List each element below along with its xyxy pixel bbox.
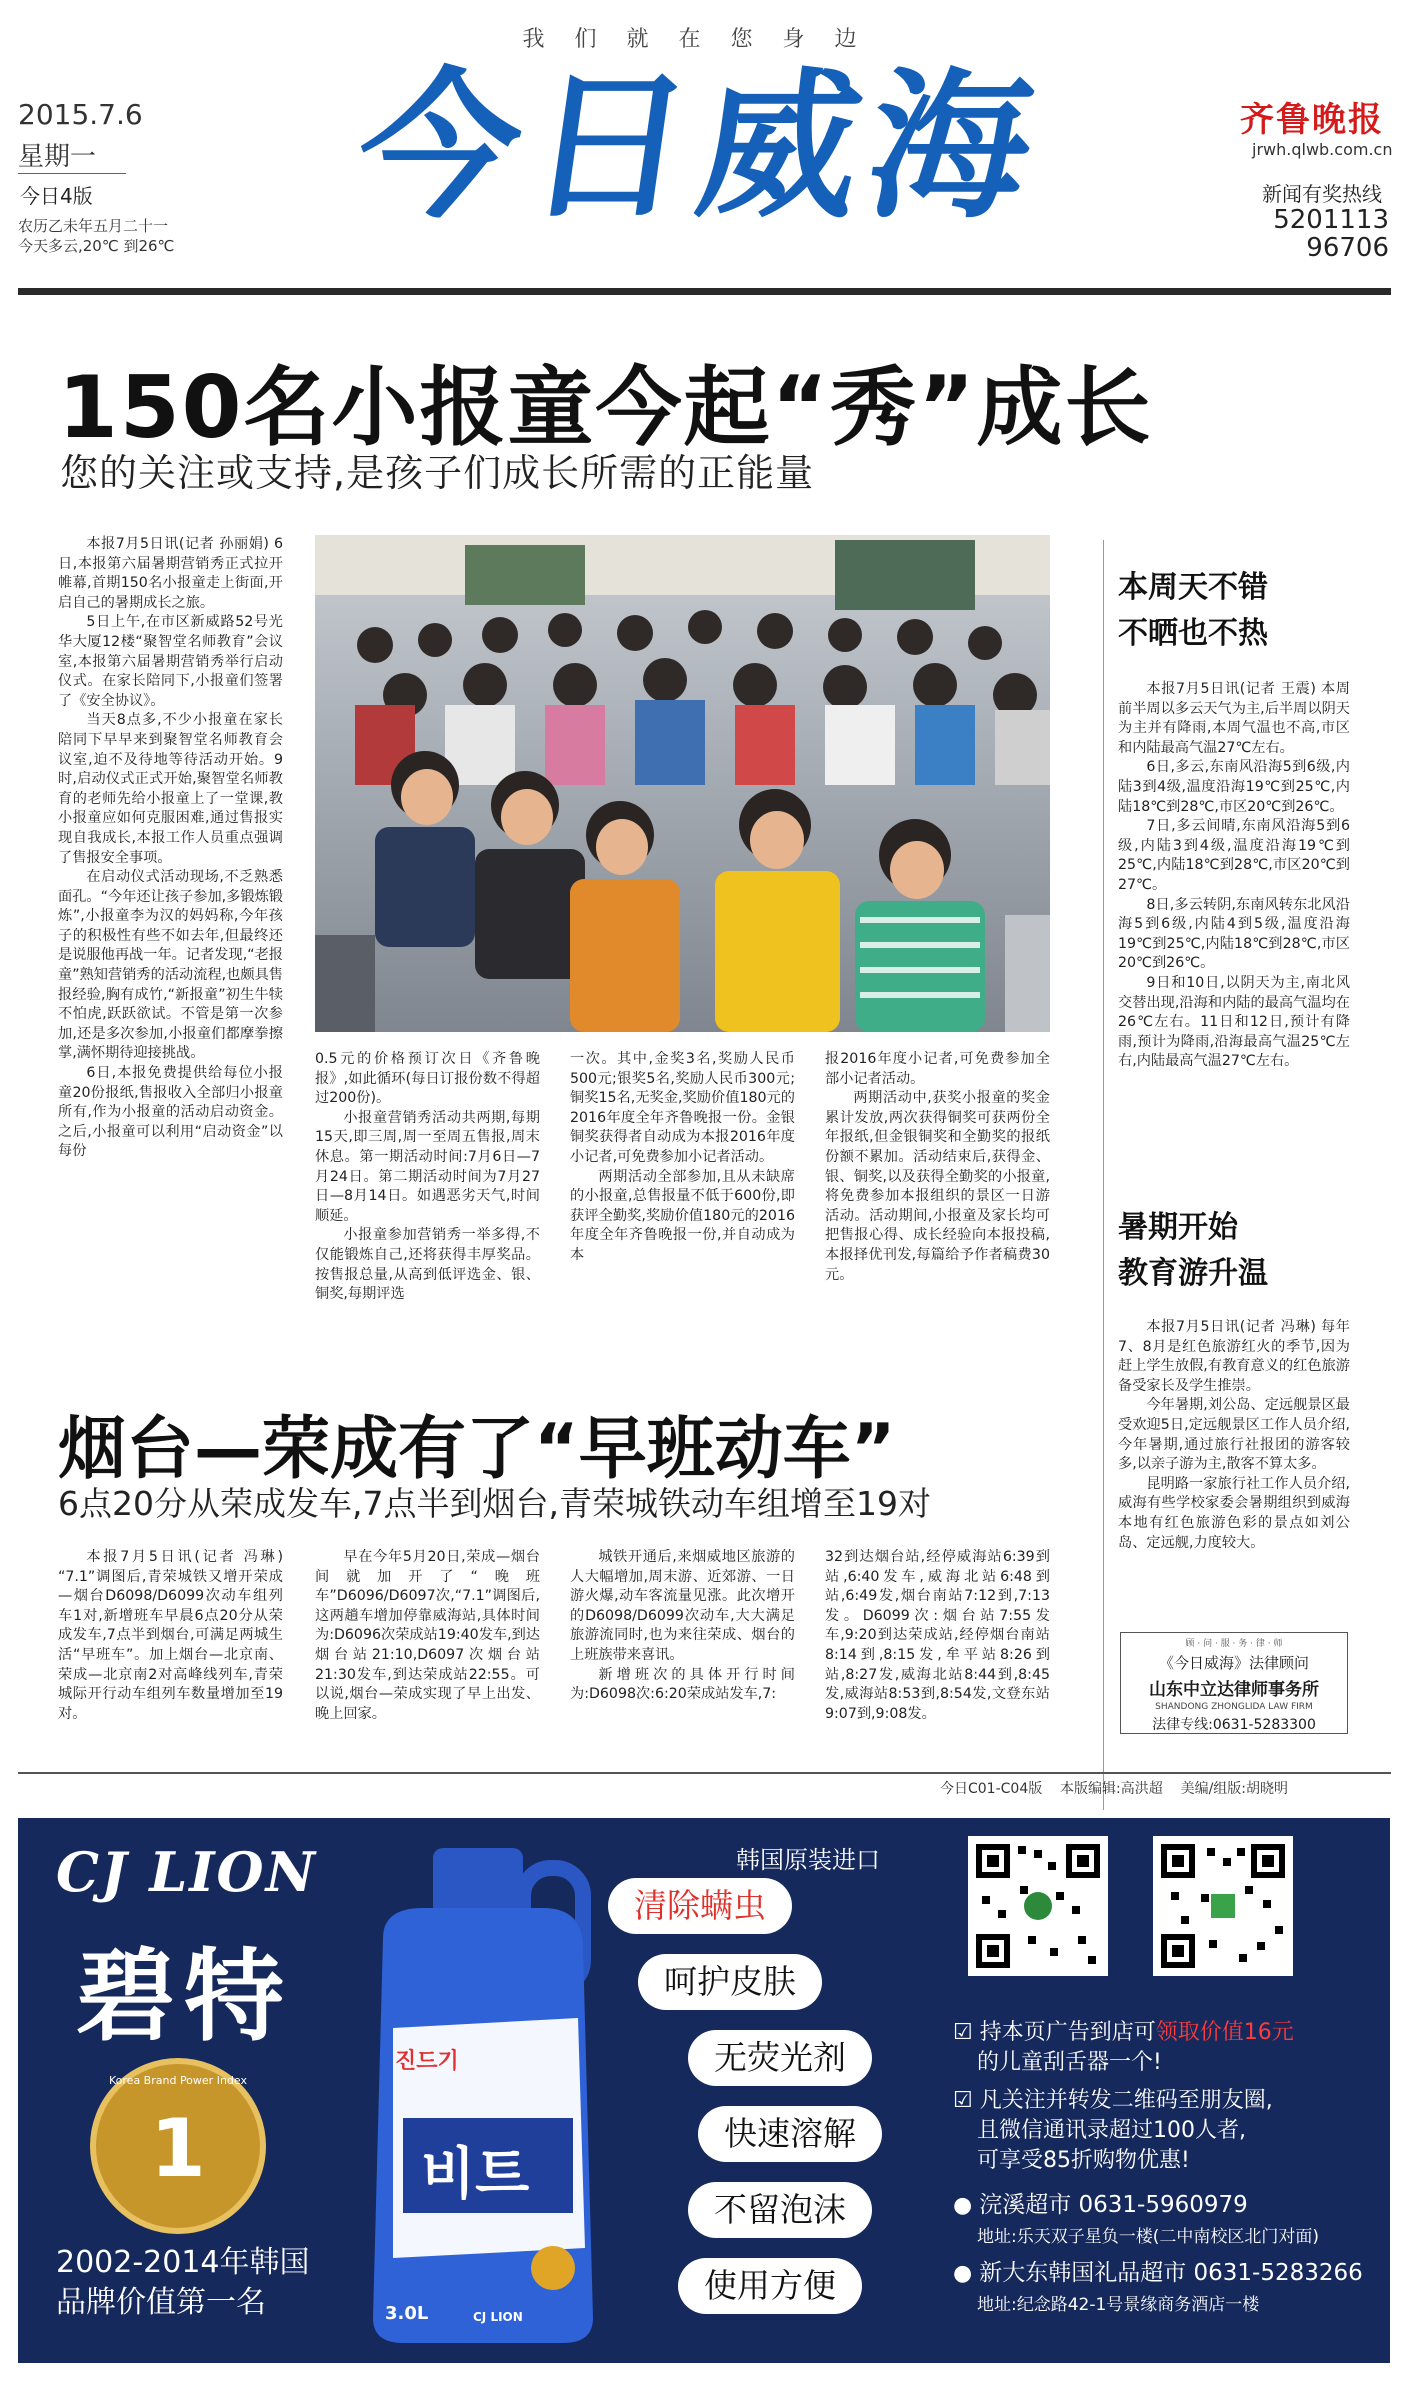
- detergent-bottle: [363, 1848, 603, 2348]
- newspaper-logo: 今日威海: [346, 53, 1054, 240]
- store-address: 地址:纪念路42-1号景缘商务酒店一楼: [977, 2295, 1260, 2315]
- law-firm-box: [1120, 1632, 1348, 1734]
- import-label: 韩国原装进口: [736, 1846, 880, 1874]
- check-icon: ☑: [953, 2088, 980, 2113]
- edition-count: 今日4版: [20, 184, 93, 208]
- ad-award-text: [56, 2243, 310, 2323]
- weather-headline: [1118, 565, 1268, 657]
- promo-text: 持本页广告到店可: [979, 2020, 1156, 2045]
- feature-pill: 无荧光剂: [688, 2030, 872, 2086]
- paragraph: 7日,多云间晴,东南风沿海5到6级,内陆3到4级,温度沿海19℃到25℃,内陆18℃到28℃,市区20℃到27℃。: [1118, 818, 1350, 893]
- paragraph: 一次。其中,金奖3名,奖励人民币500元;银奖5名,奖励人民币300元;铜奖15名,无奖金,奖励价值180元的2016年度全年齐鲁晚报一份。金银铜奖获得者自动成为本报2016年度小记者,可免费参加小记者活动。: [570, 1051, 795, 1165]
- law-firm-name: 山东中立达律师事务所: [1149, 1680, 1319, 1700]
- feature-pill: 清除螨虫: [608, 1878, 792, 1934]
- issue-weekday: 星期一: [18, 136, 126, 174]
- story2-column-3: [570, 1548, 795, 1705]
- brand-url[interactable]: jrwh.qlwb.com.cn: [1252, 140, 1393, 159]
- award-line: 品牌价值第一名: [56, 2285, 266, 2320]
- badge-title: Korea Brand Power Index: [109, 2074, 247, 2087]
- paragraph: 本报7月5日讯(记者 冯琳) “7.1”调图后,青荣城铁又增开荣成—烟台D6098/D6099次动车组列车1对,新增班车早晨6点20分从荣成发车,7点半到烟台,可满足两城生活“早班车”。加上烟台—北京南、荣成—北京南2对高峰线列车,青荣城际开行动车组列车数量增加至19对。: [58, 1549, 283, 1722]
- bullet-icon: ●: [953, 2261, 980, 2286]
- feature-pill: 不留泡沫: [688, 2182, 872, 2238]
- today-weather: 今天多云,20℃ 到26℃: [18, 237, 175, 255]
- paragraph: 早在今年5月20日,荣成—烟台间就加开了“晚班车”D6096/D6097次,“7.1”调图后,这两趟车增加停靠威海站,具体时间为:D6096次荣成站19:40发车,到达烟台站21:10,D6097次烟台站21:30发车,到达荣成站22:55。可以说,烟台—荣成实现了早上出发、晚上回家。: [315, 1549, 540, 1722]
- badge-number: 1: [150, 2102, 206, 2195]
- bottle-brand: CJ LION: [473, 2310, 523, 2324]
- paragraph: 6日,多云,东南风沿海5到6级,内陆3到4级,温度沿海19℃到25℃,内陆18℃到28℃,市区20℃到26℃。: [1118, 759, 1350, 815]
- paragraph: 今年暑期,刘公岛、定远舰景区最受欢迎5日,定远舰景区工作人员介绍,今年暑期,通过旅行社报团的游客较多,以亲子游为主,散客不算太多。: [1118, 1397, 1350, 1473]
- law-hotline: 法律专线:0631-5283300: [1152, 1717, 1316, 1733]
- hotline-label: 新闻有奖热线: [1262, 182, 1382, 206]
- lead-headline: 150名小报童今起“秀”成长: [58, 358, 1153, 458]
- paragraph: 新增班次的具体开行时间为:D6098次:6:20荣成站发车,7:: [570, 1666, 795, 1703]
- paragraph: 32到达烟台站,经停威海站6:39到站,6:40发车,威海北站6:48到站,6:49发,烟台南站7:12到,7:13发。D6099次:烟台站7:55发车,9:20到达荣成站,经停烟台南站8:14到,8:15发,牟平站8:26到站,8:27发,威海北站8:44到,8:45发,威海站8:53到,8:54发,文登东站9:07到,9:08发。: [825, 1549, 1050, 1722]
- issue-date: 2015.7.6: [18, 98, 143, 131]
- column-separator: [1103, 540, 1104, 1810]
- paragraph: 当天8点多,不少小报童在家长陪同下早早来到聚智堂名师教育会议室,迫不及待地等待活动开始。9时,启动仪式正式开始,聚智堂名师教育的老师先给小报童上了一堂课,教小报童应如何克服困难,通过售报实现自我成长,本报工作人员重点强调了售报安全事项。: [58, 712, 283, 866]
- paragraph: 在启动仪式活动现场,不乏熟悉面孔。“今年还让孩子参加,多锻炼锻炼”,小报童李为汉的妈妈称,今年孩子的积极性有些不如去年,但最终还是说服他再战一年。记者发现,“老报童”熟知营销秀的活动流程,也颇具售报经验,胸有成竹,“新报童”初生牛犊不怕虎,跃跃欲试。不管是第一次参加,还是多次参加,小报童们都摩拳擦掌,满怀期待迎接挑战。: [58, 869, 283, 1062]
- hotline-number: 96706: [1306, 233, 1389, 263]
- bottle-label: 비트: [421, 2142, 530, 2207]
- promo-text: 且微信通讯录超过100人者,: [977, 2118, 1246, 2143]
- feature-pill: 快速溶解: [698, 2106, 882, 2162]
- story1-column-3: [570, 1050, 795, 1266]
- feature-pill: 使用方便: [678, 2258, 862, 2314]
- qr-code-icon[interactable]: [1153, 1836, 1293, 1976]
- paragraph: 小报童参加营销秀一举多得,不仅能锻炼自己,还将获得丰厚奖品。按售报总量,从高到低评选金、银、铜奖,每期评选: [315, 1227, 540, 1303]
- paragraph: 报2016年度小记者,可免费参加全部小记者活动。: [825, 1051, 1050, 1087]
- check-icon: ☑: [953, 2020, 980, 2045]
- story2-column-4: [825, 1548, 1050, 1724]
- store-address: 地址:乐天双子星负一楼(二中南校区北门对面): [977, 2227, 1319, 2247]
- ad-promo-1: [953, 2018, 1294, 2078]
- paragraph: 本报7月5日讯(记者 孙丽娟) 6日,本报第六届暑期营销秀正式拉开帷幕,首期150名小报童走上街面,开启自己的暑期成长之旅。: [58, 536, 283, 611]
- bottle-top-text: 진드기: [395, 2049, 459, 2074]
- advertisement: [18, 1818, 1390, 2363]
- qr-code-icon[interactable]: [968, 1836, 1108, 1976]
- story2-column-2: [315, 1548, 540, 1724]
- story1-column-2: [315, 1050, 540, 1305]
- store-1: [953, 2190, 1319, 2252]
- feature-pill: 呵护皮肤: [638, 1954, 822, 2010]
- paragraph: 两期活动中,获奖小报童的奖金累计发放,两次获得铜奖可获两份全年报纸,但金银铜奖和全勤奖的报纸份额不累加。活动结束后,获得金、银、铜奖,以及获得全勤奖的小报童,将免费参加本报组织的景区一日游活动。活动期间,小报童及家长均可把售报心得、成长经验向本报投稿,本报择优刊发,每篇给予作者稿费30元。: [825, 1090, 1050, 1283]
- award-line: 2002-2014年韩国: [56, 2245, 310, 2280]
- law-firm-english: SHANDONG ZHONGLIDA LAW FIRM: [1155, 1702, 1313, 1712]
- promo-text: 凡关注并转发二维码至朋友圈,: [979, 2088, 1273, 2113]
- store-name-phone: 新大东韩国礼品超市 0631-5283266: [979, 2260, 1363, 2286]
- paragraph: 6日,本报免费提供给每位小报童20份报纸,售报收入全部归小报童所有,作为小报童的活动启动资金。之后,小报童可以利用“启动资金”以每份: [58, 1065, 283, 1160]
- bullet-icon: ●: [953, 2193, 980, 2218]
- law-box-tagline: 顾 · 问 · 服 · 务 · 律 · 师: [1185, 1639, 1283, 1649]
- paragraph: 两期活动全部参加,且从未缺席的小报童,总售报量不低于600份,即获评全勤奖,奖励价值180元的2016年度全年齐鲁晚报一份,并自动成为本: [570, 1168, 795, 1263]
- store-name-phone: 浣溪超市 0631-5960979: [979, 2192, 1248, 2218]
- lead-subheadline: 您的关注或支持,是孩子们成长所需的正能量: [60, 451, 815, 495]
- headline-line: 本周天不错: [1118, 570, 1268, 605]
- brand-power-badge: [90, 2058, 266, 2234]
- bottle-icon: [363, 1848, 603, 2348]
- story1-column-1: [58, 535, 283, 1162]
- news-photo-children: [315, 535, 1050, 1032]
- promo-text: 可享受85折购物优惠!: [977, 2148, 1190, 2173]
- store-2: [953, 2258, 1363, 2320]
- weather-story: [1118, 680, 1350, 1072]
- second-subheadline: 6点20分从荣成发车,7点半到烟台,青荣城铁动车组增至19对: [58, 1484, 931, 1523]
- bottle-volume: 3.0L: [385, 2303, 429, 2324]
- paragraph: 9日和10日,以阴天为主,南北风交替出现,沿海和内陆的最高气温均在26℃左右。11日和12日,预计有降雨,预计为降雨,沿海最高气温25℃左右,内陆最高气温27℃左右。: [1118, 974, 1350, 1070]
- headline-line: 不晒也不热: [1118, 616, 1268, 651]
- paragraph: 城铁开通后,来烟威地区旅游的人大幅增加,周末游、近郊游、一日游火爆,动车客流量见涨。此次增开的D6098/D6099次动车,大大满足旅游流同时,也为来往荣成、烟台的上班族带来喜讯。: [570, 1549, 795, 1663]
- brand-logo: 齐鲁晚报: [1240, 100, 1384, 140]
- ad-brand-en: CJ LION: [56, 1840, 317, 1904]
- paragraph: 本报7月5日讯(记者 王震) 本周前半周以多云天气为主,后半周以阴天为主并有降雨,本周气温也不高,市区和内陆最高气温27℃左右。: [1118, 681, 1350, 756]
- footer-pages: 今日C01-C04版: [940, 1781, 1043, 1797]
- masthead-slogan: 我们就在您身边: [522, 27, 887, 52]
- masthead-rule: [18, 288, 1391, 295]
- hotline-number: 5201113: [1273, 205, 1389, 235]
- footer-editor: 本版编辑:高洪超: [1060, 1781, 1163, 1797]
- footer-rule: [18, 1772, 1391, 1774]
- paragraph: 小报童营销秀活动共两期,每期15天,即三周,周一至周五售报,周末休息。第一期活动时间:7月6日—7月24日。第二期活动时间为7月27日—8月14日。如遇恶劣天气,时间顺延。: [315, 1109, 540, 1224]
- headline-line: 教育游升温: [1118, 1256, 1268, 1291]
- ad-brand-cn: 碧特: [76, 1938, 292, 2055]
- travel-headline: [1118, 1205, 1268, 1297]
- story2-column-1: [58, 1548, 283, 1724]
- second-headline: 烟台—荣成有了“早班动车”: [58, 1410, 896, 1489]
- photo-illustration: [315, 535, 1050, 1032]
- paragraph: 8日,多云转阴,东南风转东北风沿海5到6级,内陆4到5级,温度沿海19℃到25℃,内陆18℃到28℃,市区20℃到26℃。: [1118, 896, 1350, 972]
- paragraph: 本报7月5日讯(记者 冯琳) 每年7、8月是红色旅游红火的季节,因为赶上学生放假,有教育意义的红色旅游备受家长及学生推崇。: [1118, 1319, 1350, 1394]
- lunar-date: 农历乙未年五月二十一: [18, 217, 169, 235]
- promo-text: 的儿童刮舌器一个!: [977, 2050, 1162, 2075]
- promo-highlight: 领取价值16元: [1155, 2020, 1294, 2045]
- travel-story: [1118, 1318, 1350, 1553]
- paragraph: 5日上午,在市区新威路52号光华大厦12楼“聚智堂名师教育”会议室,本报第六届暑期营销秀举行启动仪式。在家长陪同下,小报童们签署了《安全协议》。: [58, 614, 283, 709]
- lunar-weather: [18, 216, 174, 256]
- paragraph: 0.5元的价格预订次日《齐鲁晚报》,如此循环(每日订报份数不得超过200份)。: [315, 1051, 540, 1107]
- law-box-title: 《今日威海》法律顾问: [1158, 1654, 1309, 1672]
- ad-promo-2: [953, 2086, 1273, 2176]
- headline-line: 暑期开始: [1118, 1210, 1238, 1245]
- story1-column-4: [825, 1050, 1050, 1285]
- footer-credits: [940, 1778, 1288, 1798]
- paragraph: 昆明路一家旅行社工作人员介绍,威海有些学校家委会暑期组织到威海本地有红色旅游色彩的景点如刘公岛、定远舰,力度较大。: [1118, 1475, 1350, 1551]
- footer-design: 美编/组版:胡晓明: [1180, 1781, 1289, 1797]
- hotline-numbers: [1273, 206, 1389, 262]
